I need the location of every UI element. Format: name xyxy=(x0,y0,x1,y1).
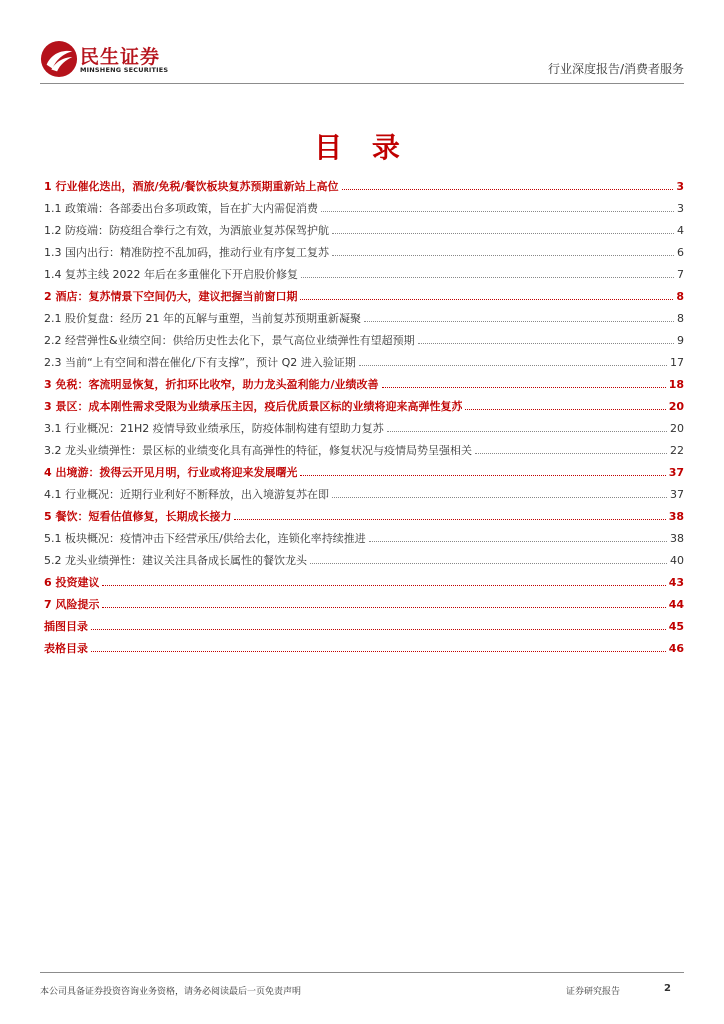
toc-entry-chapter[interactable] xyxy=(44,282,684,304)
footer-report-label: 证券研究报告 xyxy=(566,987,621,997)
toc-entry-text: 2 酒店：复苏情景下空间仍大，建议把握当前窗口期 xyxy=(44,290,298,303)
toc-entry-section[interactable] xyxy=(44,238,684,260)
toc-entry-section[interactable] xyxy=(44,304,684,326)
report-type: 行业深度报告/消费者服务 xyxy=(547,62,684,76)
toc-entry-page: 22 xyxy=(670,444,684,457)
toc-entry-chapter[interactable] xyxy=(44,612,684,634)
toc-entry-text: 7 风险提示 xyxy=(44,598,100,611)
toc-dot-leader xyxy=(465,409,665,410)
toc-entry-text: 4 出境游：拨得云开见月明，行业或将迎来发展曙光 xyxy=(44,466,298,479)
toc-dot-leader xyxy=(332,233,674,234)
toc-entry-text: 1.2 防疫端：防疫组合拳行之有效，为酒旅业复苏保驾护航 xyxy=(44,224,329,237)
toc-entry-chapter[interactable] xyxy=(44,458,684,480)
toc-dot-leader xyxy=(364,321,674,322)
toc-dot-leader xyxy=(91,651,666,652)
toc-entry-page: 37 xyxy=(670,488,684,501)
toc-entry-text: 2.1 股价复盘：经历 21 年的瓦解与重塑，当前复苏预期重新凝聚 xyxy=(44,312,361,325)
toc-dot-leader xyxy=(332,255,674,256)
toc-entry-page: 7 xyxy=(677,268,684,281)
header-divider xyxy=(40,83,684,84)
toc-title: 目 录 xyxy=(314,131,410,164)
toc-dot-leader xyxy=(369,541,667,542)
toc-dot-leader xyxy=(342,189,674,190)
toc-entry-text: 1.1 政策端：各部委出台多项政策，旨在扩大内需促消费 xyxy=(44,202,318,215)
toc-dot-leader xyxy=(102,585,665,586)
toc-entry-text: 2.3 当前“上有空间和潜在催化/下有支撑”，预计 Q2 进入验证期 xyxy=(44,356,356,369)
toc-dot-leader xyxy=(310,563,667,564)
toc-entry-section[interactable] xyxy=(44,194,684,216)
toc-entry-chapter[interactable] xyxy=(44,370,684,392)
toc-dot-leader xyxy=(300,299,673,300)
toc-dot-leader xyxy=(387,431,667,432)
toc-entry-page: 20 xyxy=(670,422,684,435)
toc-entry-page: 40 xyxy=(670,554,684,567)
toc-dot-leader xyxy=(321,211,674,212)
toc-dot-leader xyxy=(91,629,666,630)
toc-entry-page: 46 xyxy=(668,642,684,655)
toc-entry-page: 20 xyxy=(668,400,684,413)
toc-entry-page: 37 xyxy=(668,466,684,479)
toc-entry-chapter[interactable] xyxy=(44,590,684,612)
toc-entry-chapter[interactable] xyxy=(44,568,684,590)
toc-entry-section[interactable] xyxy=(44,436,684,458)
toc-entry-page: 17 xyxy=(670,356,684,369)
toc-entry-page: 6 xyxy=(677,246,684,259)
toc-entry-text: 2.2 经营弹性&业绩空间：供给历史性去化下，景气高位业绩弹性有望超预期 xyxy=(44,334,415,347)
toc-dot-leader xyxy=(234,519,665,520)
toc-entry-chapter[interactable] xyxy=(44,172,684,194)
toc-entry-chapter[interactable] xyxy=(44,392,684,414)
toc-entry-text: 3.1 行业概况：21H2 疫情导致业绩承压，防疫体制构建有望助力复苏 xyxy=(44,422,384,435)
table-of-contents xyxy=(44,172,684,656)
toc-entry-text: 1 行业催化迭出，酒旅/免税/餐饮板块复苏预期重新站上高位 xyxy=(44,180,339,193)
toc-entry-page: 38 xyxy=(670,532,684,545)
toc-dot-leader xyxy=(332,497,667,498)
toc-entry-page: 8 xyxy=(677,312,684,325)
toc-dot-leader xyxy=(418,343,674,344)
toc-entry-text: 3 免税：客流明显恢复，折扣环比收窄，助力龙头盈利能力/业绩改善 xyxy=(44,378,379,391)
toc-entry-page: 4 xyxy=(677,224,684,237)
toc-entry-text: 1.3 国内出行：精准防控不乱加码，推动行业有序复工复苏 xyxy=(44,246,329,259)
toc-entry-text: 5.1 板块概况：疫情冲击下经营承压/供给去化，连锁化率持续推进 xyxy=(44,532,366,545)
toc-dot-leader xyxy=(102,607,665,608)
toc-entry-section[interactable] xyxy=(44,216,684,238)
toc-entry-page: 44 xyxy=(668,598,684,611)
toc-entry-chapter[interactable] xyxy=(44,502,684,524)
footer-divider xyxy=(40,972,684,973)
logo-english-name: MINSHENG SECURITIES xyxy=(80,66,169,74)
toc-entry-text: 4.1 行业概况：近期行业利好不断释放，出入境游复苏在即 xyxy=(44,488,329,501)
toc-entry-page: 18 xyxy=(668,378,684,391)
toc-entry-page: 3 xyxy=(676,180,684,193)
toc-dot-leader xyxy=(359,365,667,366)
logo-chinese-name: 民生证券 xyxy=(80,46,161,68)
toc-entry-page: 3 xyxy=(677,202,684,215)
footer-disclaimer: 本公司具备证券投资咨询业务资格，请务必阅读最后一页免责声明 xyxy=(40,987,302,997)
toc-entry-section[interactable] xyxy=(44,480,684,502)
toc-entry-text: 5 餐饮：短看估值修复，长期成长接力 xyxy=(44,510,232,523)
toc-entry-text: 3.2 龙头业绩弹性：景区标的业绩变化具有高弹性的特征，修复状况与疫情局势呈强相关 xyxy=(44,444,472,457)
page-number: 2 xyxy=(664,983,671,994)
toc-entry-page: 9 xyxy=(677,334,684,347)
toc-dot-leader xyxy=(382,387,666,388)
toc-entry-text: 表格目录 xyxy=(44,642,88,655)
toc-entry-section[interactable] xyxy=(44,348,684,370)
toc-entry-section[interactable] xyxy=(44,546,684,568)
toc-entry-section[interactable] xyxy=(44,260,684,282)
toc-entry-section[interactable] xyxy=(44,414,684,436)
toc-entry-text: 5.2 龙头业绩弹性：建议关注具备成长属性的餐饮龙头 xyxy=(44,554,307,567)
toc-entry-text: 插图目录 xyxy=(44,620,88,633)
toc-dot-leader xyxy=(475,453,667,454)
toc-entry-section[interactable] xyxy=(44,326,684,348)
toc-entry-text: 6 投资建议 xyxy=(44,576,100,589)
toc-entry-text: 1.4 复苏主线 2022 年后在多重催化下开启股价修复 xyxy=(44,268,298,281)
toc-entry-chapter[interactable] xyxy=(44,634,684,656)
toc-entry-section[interactable] xyxy=(44,524,684,546)
toc-dot-leader xyxy=(301,277,674,278)
toc-entry-page: 45 xyxy=(668,620,684,633)
toc-entry-page: 38 xyxy=(668,510,684,523)
toc-entry-page: 43 xyxy=(668,576,684,589)
toc-entry-text: 3 景区：成本刚性需求受限为业绩承压主因，疫后优质景区标的业绩将迎来高弹性复苏 xyxy=(44,400,463,413)
toc-dot-leader xyxy=(300,475,665,476)
page-header xyxy=(40,38,684,86)
toc-entry-page: 8 xyxy=(676,290,684,303)
minsheng-logo-icon xyxy=(40,40,78,78)
